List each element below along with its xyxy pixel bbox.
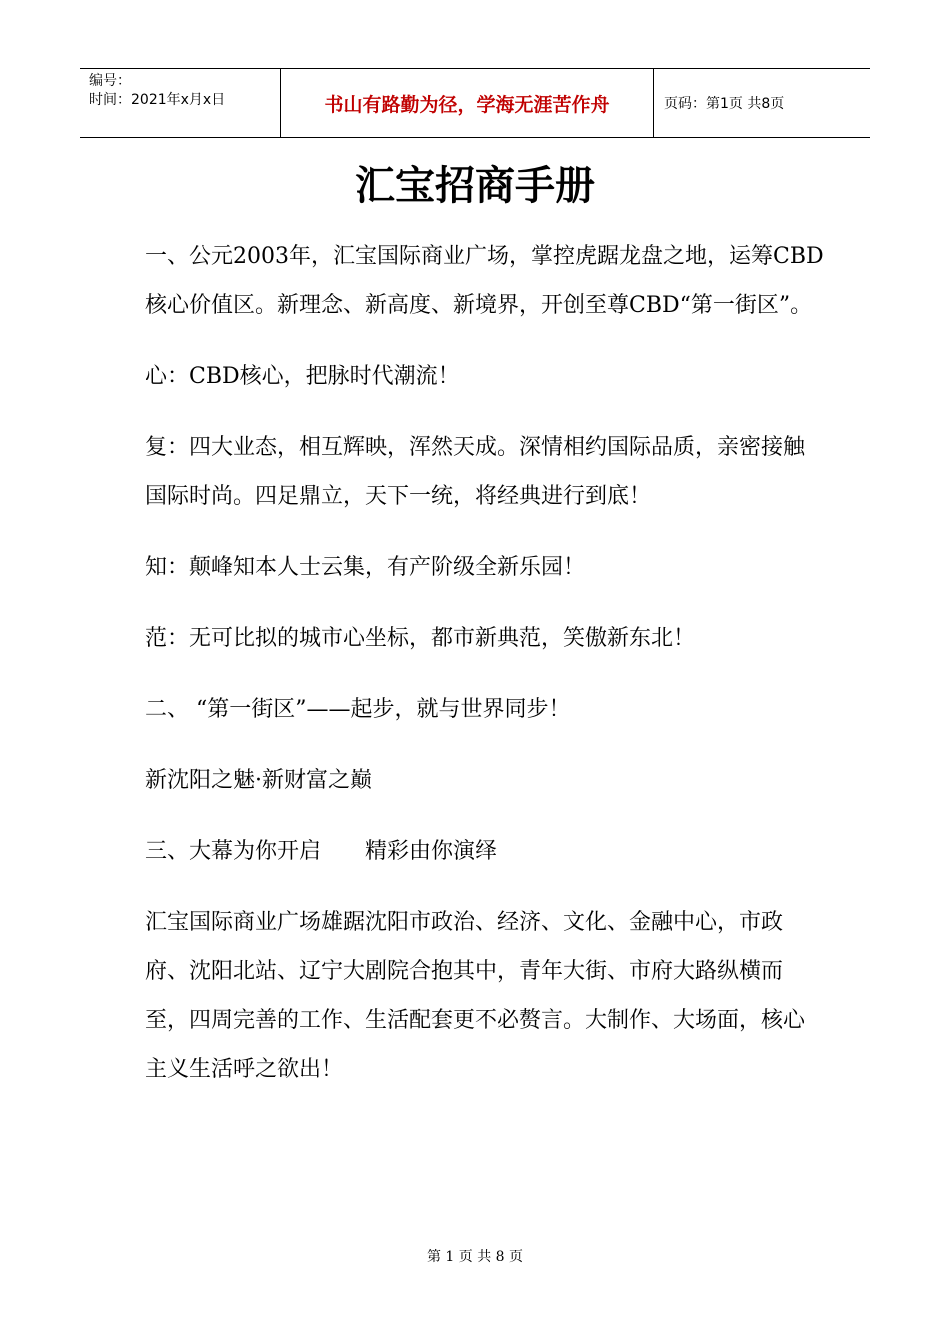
page-title: 汇宝招商手册 (355, 162, 595, 209)
number-label: 编号： (89, 73, 131, 89)
paragraph-9: 汇宝国际商业广场雄踞沈阳市政治、经济、文化、金融中心，市政府、沈阳北站、辽宁大剧院合抱其中，青年大街、市府大路纵横而至，四周完善的工作、生活配套更不必赘言。大制作、大场面，核心主义生活呼之欲出！ (145, 910, 806, 1082)
document-header-table (80, 68, 870, 138)
paragraph-4: 知：颠峰知本人士云集，有产阶级全新乐园！ (145, 555, 586, 580)
header-page-cell (654, 69, 870, 137)
header-motto-cell (281, 69, 654, 137)
document-body (145, 232, 825, 1116)
page-info: 页码：第1页 共8页 (664, 96, 785, 112)
paragraph-3: 复：四大业态，相互辉映，浑然天成。深情相约国际品质，亲密接触国际时尚。四足鼎立，天下一统，将经典进行到底！ (145, 435, 806, 509)
time-label: 时间：2021年x月x日 (89, 92, 226, 108)
paragraph-6: 二、 “第一街区”——起步，就与世界同步！ (145, 697, 571, 722)
motto-text: 书山有路勤为径，学海无涯苦作舟 (324, 93, 610, 116)
header-meta-cell (80, 69, 281, 137)
paragraph-8: 三、大幕为你开启 精彩由你演绎 (145, 839, 498, 864)
paragraph-2: 心：CBD核心，把脉时代潮流！ (145, 364, 460, 389)
paragraph-1: 一、公元2003年，汇宝国际商业广场，掌控虎踞龙盘之地，运筹CBD核心价值区。新理念、新高度、新境界，开创至尊CBD“第一街区”。 (145, 244, 824, 318)
paragraph-7: 新沈阳之魅·新财富之巅 (145, 768, 372, 793)
paragraph-5: 范：无可比拟的城市心坐标，都市新典范，笑傲新东北！ (145, 626, 696, 651)
page-footer: 第 1 页 共 8 页 (426, 1249, 524, 1265)
